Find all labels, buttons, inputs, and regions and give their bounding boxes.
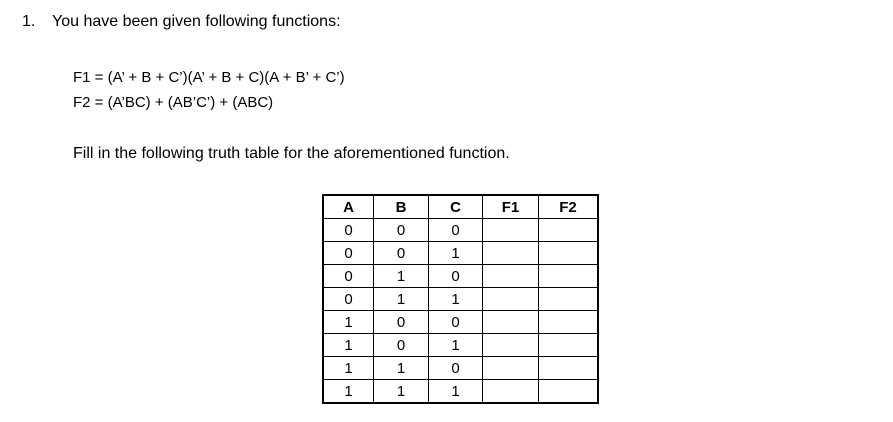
cell-f2[interactable] — [539, 265, 599, 288]
cell-c: 1 — [429, 334, 483, 357]
cell-f2[interactable] — [539, 311, 599, 334]
table-row — [323, 334, 598, 357]
cell-a: 0 — [323, 288, 374, 311]
cell-b: 1 — [374, 288, 429, 311]
table-row — [323, 357, 598, 380]
cell-f2[interactable] — [539, 334, 599, 357]
question-text: You have been given following functions: — [52, 13, 341, 30]
header-f1: F1 — [483, 195, 539, 219]
cell-a: 1 — [323, 380, 374, 404]
cell-b: 0 — [374, 334, 429, 357]
cell-f2[interactable] — [539, 357, 599, 380]
cell-a: 0 — [323, 219, 374, 242]
truth-table — [322, 194, 599, 404]
question-number: 1. — [22, 13, 36, 30]
cell-a: 1 — [323, 357, 374, 380]
cell-f1[interactable] — [483, 265, 539, 288]
cell-f1[interactable] — [483, 219, 539, 242]
cell-a: 1 — [323, 334, 374, 357]
cell-f1[interactable] — [483, 334, 539, 357]
cell-f1[interactable] — [483, 288, 539, 311]
cell-b: 1 — [374, 380, 429, 404]
cell-f2[interactable] — [539, 242, 599, 265]
cell-f1[interactable] — [483, 357, 539, 380]
header-f2: F2 — [539, 195, 599, 219]
cell-b: 0 — [374, 242, 429, 265]
cell-a: 1 — [323, 311, 374, 334]
table-row — [323, 380, 598, 404]
cell-a: 0 — [323, 265, 374, 288]
cell-f2[interactable] — [539, 219, 599, 242]
truth-table-header-row — [323, 195, 598, 219]
cell-c: 0 — [429, 265, 483, 288]
cell-f1[interactable] — [483, 242, 539, 265]
table-row — [323, 219, 598, 242]
cell-c: 0 — [429, 219, 483, 242]
cell-c: 1 — [429, 242, 483, 265]
cell-f1[interactable] — [483, 311, 539, 334]
cell-b: 0 — [374, 311, 429, 334]
cell-c: 0 — [429, 311, 483, 334]
cell-c: 1 — [429, 380, 483, 404]
cell-c: 1 — [429, 288, 483, 311]
cell-a: 0 — [323, 242, 374, 265]
header-b: B — [374, 195, 429, 219]
header-a: A — [323, 195, 374, 219]
table-row — [323, 288, 598, 311]
cell-b: 0 — [374, 219, 429, 242]
table-row — [323, 311, 598, 334]
function-f1: F1 = (A’ + B + C’)(A’ + B + C)(A + B’ + C’) — [73, 69, 345, 86]
function-f2: F2 = (A’BC) + (AB’C’) + (ABC) — [73, 94, 274, 111]
header-c: C — [429, 195, 483, 219]
instruction-text: Fill in the following truth table for the aforementioned function. — [73, 145, 510, 162]
cell-b: 1 — [374, 357, 429, 380]
cell-f2[interactable] — [539, 288, 599, 311]
cell-b: 1 — [374, 265, 429, 288]
cell-f1[interactable] — [483, 380, 539, 404]
question-line — [22, 13, 341, 31]
table-row — [323, 265, 598, 288]
cell-c: 0 — [429, 357, 483, 380]
table-row — [323, 242, 598, 265]
cell-f2[interactable] — [539, 380, 599, 404]
